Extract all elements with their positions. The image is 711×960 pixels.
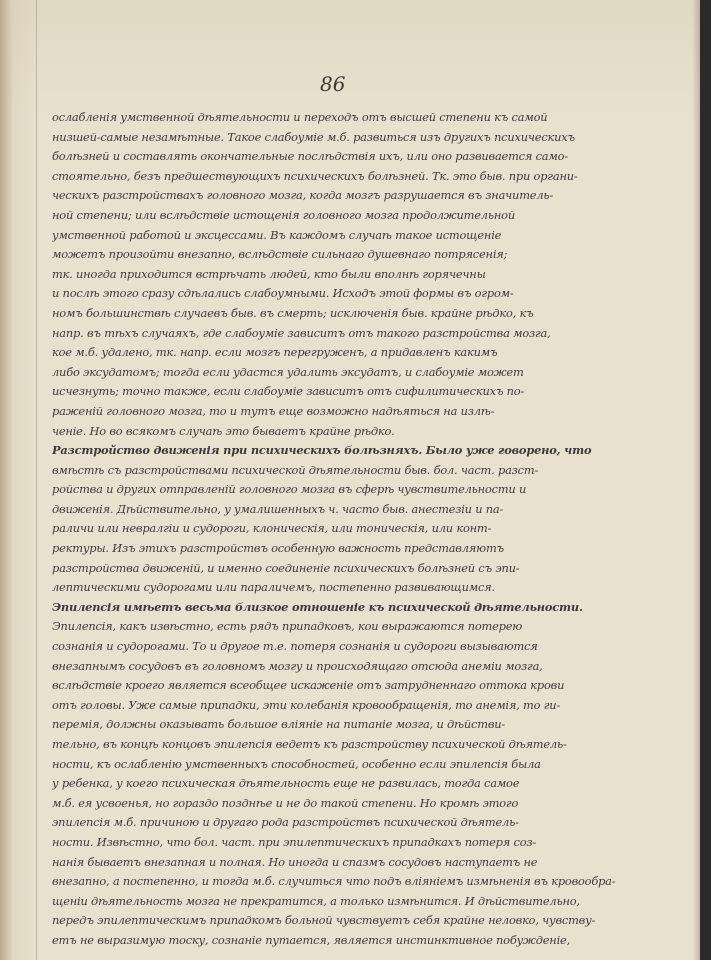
text-line: стоятельно, безъ предшествующихъ психическихъ болѣзней. Тк. это быв. при органи- <box>52 168 578 183</box>
margin-rule <box>36 0 37 960</box>
page-binding <box>0 0 12 960</box>
handwritten-text-block <box>52 108 672 951</box>
page-number: 86 <box>320 72 346 96</box>
page-edge-shadow <box>692 0 700 960</box>
text-line: напр. въ тѣхъ случаяхъ, где слабоуміе зависитъ отъ такого разстройства мозга, <box>52 325 551 340</box>
text-line: номъ большинствѣ случаевъ быв. въ смерть; исключенія быв. крайне рѣдко, къ <box>52 305 534 320</box>
text-line: умственной работой и эксцессами. Въ каждомъ случаѣ такое истощеніе <box>52 227 502 242</box>
text-line: ности, къ ослабленію умственныхъ способностей, особенно если эпилепсія была <box>52 756 541 771</box>
text-line: исчезнуть; точно также, если слабоуміе зависитъ отъ сифилитическихъ по- <box>52 384 525 399</box>
text-line: раличи или невралгіи и судороги, клоническія, или тоническія, или конт- <box>52 521 492 536</box>
text-line: ройства и других отправленій головного мозга въ сферѣ чувствительности и <box>52 482 527 497</box>
section-heading-line: Разстройство движенія при психическихъ болѣзняхъ. Было уже говорено, что <box>52 443 592 458</box>
text-line: щеніи дѣятельность мозга не прекратится, а только измѣнится. И дѣйствительно, <box>52 893 580 908</box>
text-line: ности. Извѣстно, что бол. част. при эпилептическихъ припадкахъ потеря соз- <box>52 834 537 849</box>
text-line: кое м.б. удалено, тк. напр. если мозгъ перегруженъ, а придавленъ какимъ <box>52 345 498 360</box>
text-line: передъ эпилептическимъ припадкомъ больной чувствуетъ себя крайне неловко, чувству- <box>52 913 596 928</box>
text-line: м.б. ея усвоенья, но гораздо позднѣе и не до такой степени. Но кромѣ этого <box>52 795 519 810</box>
text-line: Эпилепсія, какъ извѣстно, есть рядъ припадковъ, кои выражаются потерею <box>52 619 523 634</box>
text-line: низшей-самые незамѣтные. Такое слабоуміе м.б. развиться изъ другихъ психическихъ <box>52 129 575 144</box>
text-line: эпилепсія м.б. причиною и другаго рода разстройствъ психической дѣятель- <box>52 815 519 830</box>
text-line: внезапнымъ сосудовъ въ головномъ мозгу и происходящаго отсюда анеміи мозга, <box>52 658 543 673</box>
text-line: тк. иногда приходится встрѣчать людей, кто были вполнѣ горячечны <box>52 266 486 281</box>
text-line: разстройства движеній, и именно соединеніе психическихъ болѣзней съ эпи- <box>52 560 520 575</box>
text-line: лептическими судорогами или параличемъ, постепенно развивающимся. <box>52 580 495 595</box>
text-line: ченіе. Но во всякомъ случаѣ это бываетъ крайне рѣдко. <box>52 423 395 438</box>
text-line: внезапно, а постепенно, и тогда м.б. случиться что подъ вліяніемъ измѣненія въ кровообра- <box>52 874 616 889</box>
text-line: етъ не выразимую тоску, сознаніе путается, является инстинктивное побужденіе, <box>52 932 571 947</box>
text-line: нанія бываетъ внезапная и полная. Но иногда и спазмъ сосудовъ наступаетъ не <box>52 854 538 869</box>
text-line: у ребенка, у коего психическая дѣятельность еще не развилась, тогда самое <box>52 776 520 791</box>
text-line: перемія, должны оказывать большое вліяніе на питаніе мозга, и дѣйстви- <box>52 717 506 732</box>
text-line: и послѣ этого сразу сдѣлались слабоумными. Исходъ этой формы въ огром- <box>52 286 514 301</box>
text-line: раженій головного мозга, то и тутъ еще возможно надѣяться на излѣ- <box>52 403 495 418</box>
text-line: ослабленія умственной дѣятельности и переходъ отъ высшей степени къ самой <box>52 110 548 124</box>
text-line: ной степени; или вслѣдствіе истощенія головного мозга продолжительной <box>52 207 515 222</box>
text-line: сознанія и судорогами. То и другое т.е. потеря сознанія и судороги вызываются <box>52 639 538 654</box>
text-line: можетъ произойти внезапно, вслѣдствіе сильнаго душевнаго потрясенія; <box>52 247 508 262</box>
text-line: либо эксудатомъ; тогда если удастся удалить эксудатъ, и слабоуміе может <box>52 364 524 379</box>
text-line: отъ головы. Уже самые припадки, эти колебанія кровообращенія, то анемія, то ги- <box>52 697 561 712</box>
text-line: движенія. Дѣйствительно, у умалишенныхъ ч. часто быв. анестезіи и па- <box>52 501 504 516</box>
text-line: ческихъ разстройствахъ головного мозга, когда мозгъ разрушается въ значитель- <box>52 188 554 203</box>
text-line: вслѣдствіе кроего является всеобщее искаженіе отъ затрудненнаго оттока крови <box>52 678 565 693</box>
text-line: болѣзней и составлять окончательные послѣдствія ихъ, или оно развивается само- <box>52 149 568 164</box>
text-line: вмѣстѣ съ разстройствами психической дѣятельности быв. бол. част. разст- <box>52 462 539 477</box>
section-heading-line: Эпилепсія имѣетъ весьма близкое отношеніе къ психической дѣятельности. <box>52 599 583 614</box>
text-line: тельно, въ концѣ концовъ эпилепсія ведетъ къ разстройству психической дѣятель- <box>52 737 567 751</box>
text-line: ректуры. Изъ этихъ разстройствъ особенную важность представляютъ <box>52 541 504 556</box>
